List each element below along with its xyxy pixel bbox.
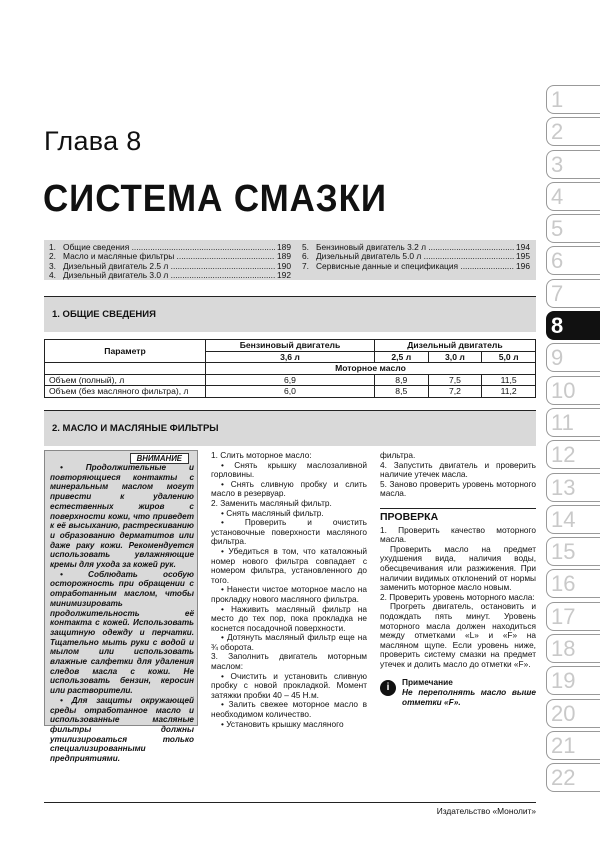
chapter-tabs — [546, 85, 600, 796]
toc-entry — [302, 243, 530, 252]
chapter-tab-16[interactable]: 16 — [546, 569, 600, 598]
warning-paragraph: • Для защиты окружающей среды отработанное масло и использованные масляные фильтры должны утилизироваться только специализированными предприятиями. — [50, 695, 194, 764]
toc-page: 190 — [277, 260, 291, 271]
body-paragraph: • Дотянуть масляный фильтр еще на ¾ оборота. — [211, 632, 367, 652]
warning-paragraph: • Продолжительные и повторяющиеся контакты с минеральным маслом могут привести к удалению естественных жиров с поверхности кожи, что приведет к её высыханию, растрескиванию и образованию дерматитов или даже раку кожи. Рекомендуется использовать увлажняющие кремы для ухода за кожей рук. — [50, 463, 194, 570]
toc-number: 2. — [49, 251, 56, 262]
body-paragraph: • Снять сливную пробку и слить масло в резервуар. — [211, 478, 367, 499]
text-column-3 — [380, 451, 536, 707]
body-paragraph: • Залить свежее моторное масло в необходимом количество. — [211, 699, 367, 720]
param-header: Параметр — [45, 340, 206, 363]
table-cell: 6,0 — [206, 386, 375, 398]
table-cell: 8,5 — [374, 386, 428, 398]
body-paragraph: 3. Заполнить двигатель моторным маслом: — [211, 651, 367, 672]
footer-divider — [44, 802, 536, 803]
body-paragraph: • Установить крышку масляного — [221, 718, 344, 729]
body-paragraph: • Очистить и установить сливную пробку с новой прокладкой. Момент затяжки пробки 40 – 45 Н.м. — [211, 670, 367, 700]
chapter-tab-3[interactable]: 3 — [546, 150, 600, 179]
chapter-tab-2[interactable]: 2 — [546, 117, 600, 146]
table-cell: 7,2 — [428, 386, 482, 398]
spec-table — [44, 339, 536, 398]
body-paragraph: 4. Запустить двигатель и проверить наличие утечек масла. — [380, 459, 536, 480]
table-cell: 8,9 — [374, 374, 428, 386]
toc-page: 189 — [277, 242, 291, 252]
toc-entry — [302, 262, 530, 271]
chapter-tab-4[interactable]: 4 — [546, 182, 600, 211]
toc-page: 194 — [516, 242, 530, 252]
toc-page: 192 — [277, 270, 291, 281]
engine-cell: 2,5 л — [374, 351, 428, 363]
toc-page: 189 — [277, 251, 291, 262]
body-paragraph: 1. Слить моторное масло: — [211, 450, 312, 460]
toc-left-column — [49, 243, 291, 281]
warning-paragraph: • Соблюдать особую осторожность при обращении с отработанным маслом, чтобы минимизировать продолжительность её контакта с кожей. Использовать защитную одежду и перчатки. Тщательно мыть руки с водой и мылом или использовать влажные салфетки для удаления следов масла с кожи. Не использовать бензин, керосин или растворители. — [50, 569, 194, 696]
page-title: СИСТЕМА СМАЗКИ — [43, 178, 387, 220]
empty-cell — [45, 363, 206, 375]
table-row — [45, 374, 536, 386]
publisher-footer: Издательство «Монолит» — [436, 806, 536, 816]
toc-number: 1. — [49, 242, 56, 252]
text-column-2 — [211, 451, 367, 729]
info-icon: i — [380, 680, 396, 696]
chapter-tab-6[interactable]: 6 — [546, 246, 600, 275]
table-cell: 6,9 — [206, 374, 375, 386]
chapter-tab-8[interactable]: 8 — [546, 311, 600, 340]
petrol-header: Бензиновый двигатель — [206, 340, 375, 352]
chapter-tab-14[interactable]: 14 — [546, 505, 600, 534]
body-paragraph: • Наживить масляный фильтр на место до тех пор, пока прокладка не коснется посадочной поверхности. — [211, 603, 367, 633]
body-paragraph: фильтра. — [380, 450, 416, 460]
table-cell: 11,5 — [482, 374, 536, 386]
table-of-contents — [44, 240, 536, 280]
body-paragraph: 2. Проверить уровень моторного масла: — [380, 591, 535, 602]
row-label: Объем (без масляного фильтра), л — [45, 386, 206, 398]
body-paragraph: • Снять крышку маслозаливной горловины. — [211, 459, 367, 480]
toc-entry — [49, 243, 291, 252]
warning-box — [44, 450, 198, 764]
chapter-tab-10[interactable]: 10 — [546, 376, 600, 405]
body-paragraph: • Убедиться в том, что каталожный номер нового фильтра совпадает с номером фильтра, установленного до того. — [211, 545, 367, 585]
engine-cell: 5,0 л — [482, 351, 536, 363]
table-cell: 11,2 — [482, 386, 536, 398]
table-cell: 7,5 — [428, 374, 482, 386]
chapter-tab-21[interactable]: 21 — [546, 731, 600, 760]
toc-number: 6. — [302, 251, 309, 262]
chapter-tab-19[interactable]: 19 — [546, 666, 600, 695]
chapter-tab-18[interactable]: 18 — [546, 634, 600, 663]
chapter-tab-1[interactable]: 1 — [546, 85, 600, 114]
chapter-tab-5[interactable]: 5 — [546, 214, 600, 243]
toc-number: 3. — [49, 260, 56, 271]
chapter-tab-12[interactable]: 12 — [546, 440, 600, 469]
toc-entry — [49, 271, 291, 280]
engine-cell: 3,0 л — [428, 351, 482, 363]
body-paragraph: Проверить масло на предмет ухудшения вида, наличия воды, обесцвечивания или разжижения. При наличии видимых отклонений от нормы заменить моторное масло новым. — [380, 543, 536, 593]
toc-label: Масло и масляные фильтры ..... — [63, 252, 275, 261]
toc-entry — [49, 252, 291, 261]
toc-number: 4. — [49, 270, 56, 281]
toc-label: Дизельный двигатель 3.0 л ..... — [63, 271, 275, 280]
toc-label: Дизельный двигатель 2.5 л ..... — [63, 262, 275, 271]
toc-label: Бензиновый двигатель 3.2 л ..... — [316, 243, 514, 252]
chapter-tab-9[interactable]: 9 — [546, 343, 600, 372]
toc-entry — [302, 252, 530, 261]
chapter-tab-13[interactable]: 13 — [546, 473, 600, 502]
note-text: Не переполнять масло выше отметки «F». — [402, 687, 536, 707]
chapter-tab-17[interactable]: 17 — [546, 602, 600, 631]
check-heading: ПРОВЕРКА — [380, 508, 536, 523]
row-label: Объем (полный), л — [45, 374, 206, 386]
note-box — [380, 678, 536, 707]
warning-label: ВНИМАНИЕ — [130, 453, 189, 464]
body-paragraph: • Проверить и очистить установочные поверхности масляного фильтра. — [211, 517, 367, 547]
chapter-tab-15[interactable]: 15 — [546, 537, 600, 566]
toc-label: Сервисные данные и спецификация ..... — [316, 262, 514, 271]
chapter-label: Глава 8 — [44, 126, 142, 156]
section-heading-oil-filters: 2. МАСЛО И МАСЛЯНЫЕ ФИЛЬТРЫ — [44, 410, 536, 446]
body-paragraph: Прогреть двигатель, остановить и подождать пять минут. Уровень моторного масла должен находиться между отметками «L» и «F» на масляном щупе. Если уровень ниже, проверить систему смазки на предмет утечек и долить масло до отметки «F». — [380, 601, 536, 669]
body-paragraph: 2. Заменить масляный фильтр. — [211, 497, 332, 508]
body-paragraph: • Снять масляный фильтр. — [221, 507, 324, 518]
toc-label: Дизельный двигатель 5.0 л ..... — [316, 252, 514, 261]
toc-page: 195 — [516, 251, 530, 262]
toc-page: 196 — [516, 260, 530, 271]
chapter-tab-22[interactable]: 22 — [546, 763, 600, 792]
toc-number: 5. — [302, 242, 309, 252]
chapter-tab-11[interactable]: 11 — [546, 408, 600, 437]
chapter-tab-7[interactable]: 7 — [546, 279, 600, 308]
toc-right-column — [302, 243, 530, 271]
note-title: Примечание — [402, 677, 453, 688]
toc-entry — [49, 262, 291, 271]
body-paragraph: 5. Заново проверить уровень моторного масла. — [380, 478, 536, 499]
section-heading-general: 1. ОБЩИЕ СВЕДЕНИЯ — [44, 296, 536, 332]
warning-text — [50, 463, 194, 764]
diesel-header: Дизельный двигатель — [374, 340, 535, 352]
toc-number: 7. — [302, 260, 309, 271]
toc-label: Общие сведения ..... — [63, 243, 275, 252]
table-row — [45, 386, 536, 398]
table-subheader: Моторное масло — [206, 363, 536, 375]
body-paragraph: • Нанести чистое моторное масло на прокладку нового масляного фильтра. — [211, 584, 367, 604]
body-paragraph: 1. Проверить качество моторного масла. — [380, 524, 536, 545]
chapter-tab-20[interactable]: 20 — [546, 699, 600, 728]
engine-cell: 3,6 л — [206, 351, 375, 363]
